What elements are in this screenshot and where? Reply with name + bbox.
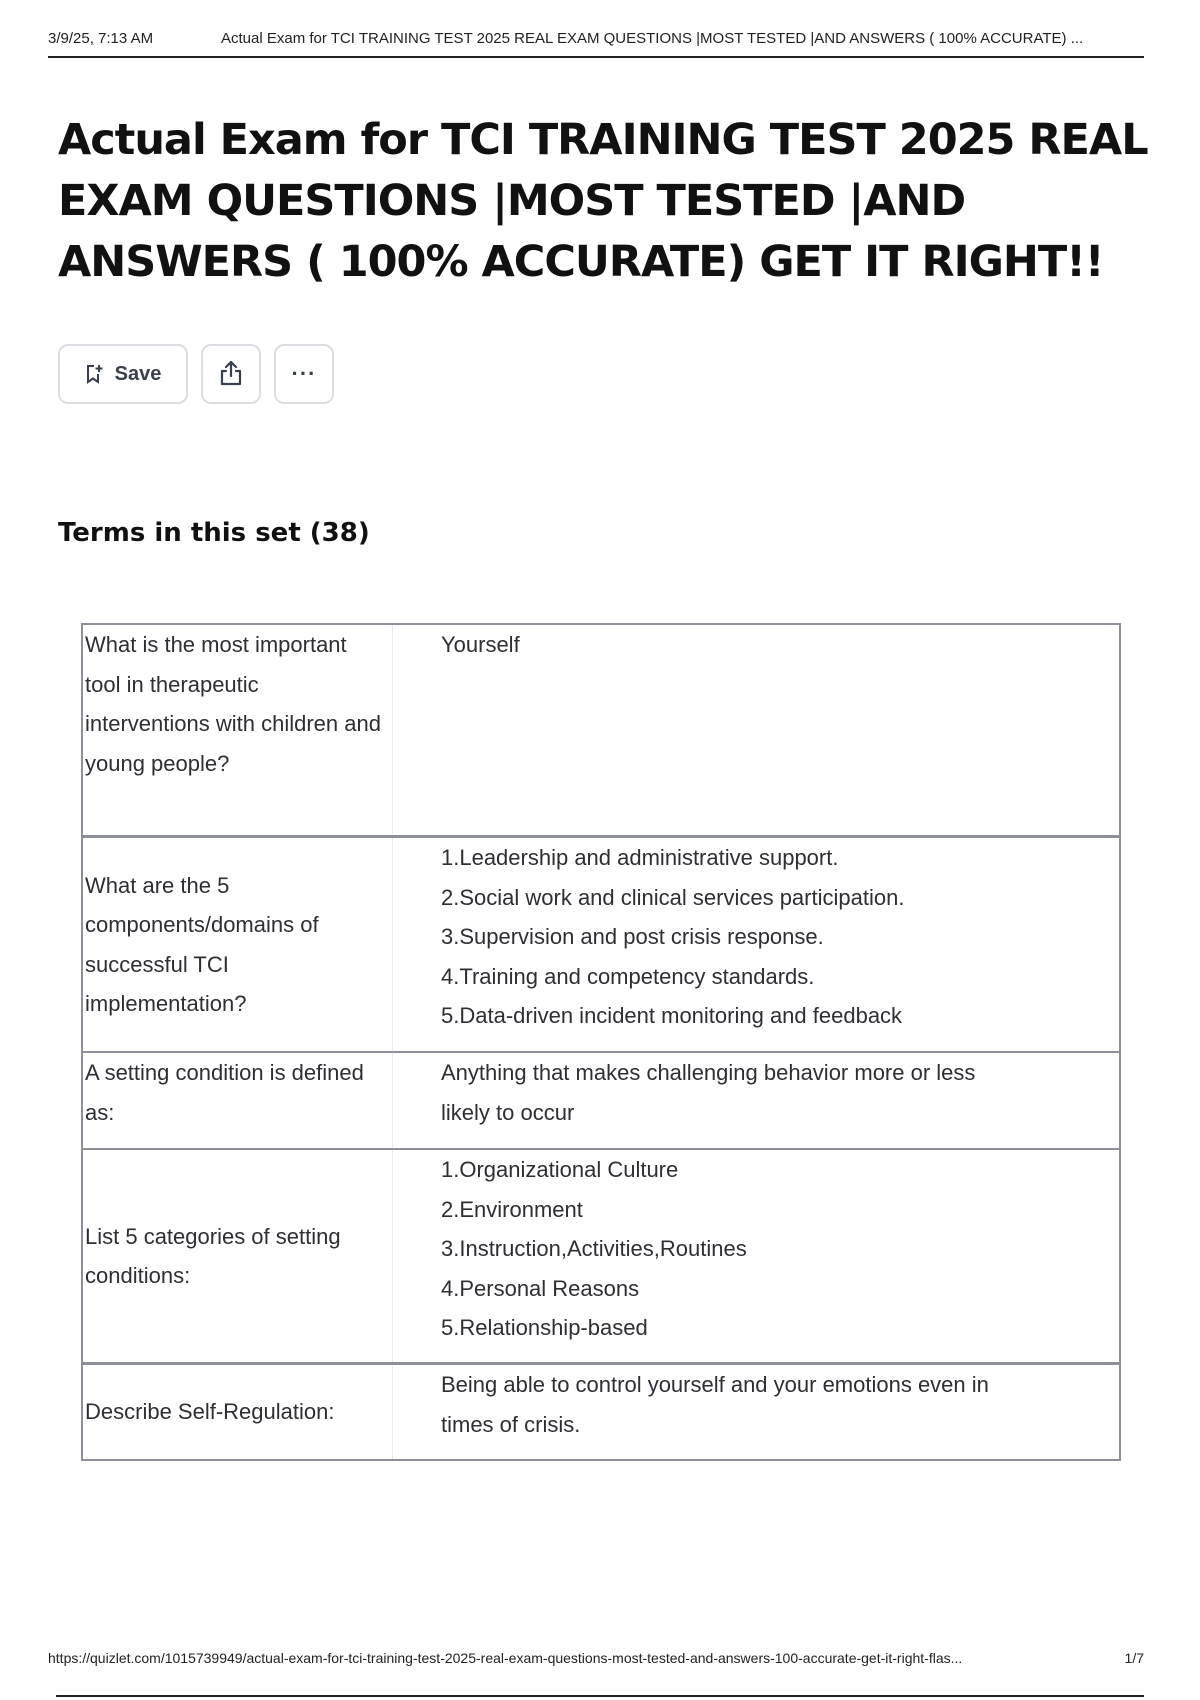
definition [393, 625, 1119, 835]
footer-divider [56, 1695, 1144, 1697]
share-icon [218, 359, 244, 390]
save-button[interactable] [58, 344, 188, 404]
term-row [83, 625, 1119, 838]
definition-line: 5.Data-driven incident monitoring and feedback [441, 1003, 903, 1028]
term-text: Describe Self-Regulation: [83, 1365, 393, 1459]
term-text: What are the 5 components/domains of successful TCI implementation? [83, 838, 393, 1051]
definition-line: 5.Relationship-based [441, 1315, 648, 1340]
term-row [83, 838, 1119, 1053]
definition-line: 2.Social work and clinical services participation. [441, 884, 905, 910]
definition [393, 1365, 1119, 1459]
definition-line: 4.Personal Reasons [441, 1275, 640, 1301]
definition-line: 1.Organizational Culture [441, 1157, 679, 1182]
definition-line: 1.Leadership and administrative support. [441, 845, 839, 870]
terms-table [81, 623, 1121, 1461]
page-number: 1/7 [1124, 1650, 1144, 1666]
term-text: A setting condition is defined as: [83, 1053, 393, 1148]
page-title: Actual Exam for TCI TRAINING TEST 2025 REAL EXAM QUESTIONS |MOST TESTED |AND ANSWERS ( 100% ACCURATE) GET IT RIGHT!! [58, 115, 1148, 287]
share-button[interactable] [201, 344, 261, 404]
term-row [83, 1053, 1119, 1150]
definition-line: Anything that makes challenging behavior more or less likely to occur [441, 1060, 976, 1125]
definition-line: 3.Instruction,Activities,Routines [441, 1236, 747, 1261]
more-options-button[interactable] [274, 344, 334, 404]
more-icon: ··· [291, 361, 317, 386]
definition-line: 2.Environment [441, 1196, 583, 1222]
print-datetime: 3/9/25, 7:13 AM [48, 30, 154, 47]
print-header [48, 28, 1144, 58]
definition-line: 3.Supervision and post crisis response. [441, 924, 824, 949]
definition [393, 1150, 1119, 1362]
definition-line: Being able to control yourself and your emotions even in times of crisis. [441, 1372, 989, 1437]
definition [393, 838, 1119, 1051]
page-url: https://quizlet.com/1015739949/actual-exam-for-tci-training-test-2025-real-exam-questions-most-tested-and-answers-100-accurate-get-it-right-flas... [48, 1650, 963, 1666]
terms-heading: Terms in this set (38) [58, 518, 370, 548]
definition-line: 4.Training and competency standards. [441, 963, 815, 989]
print-document-title: Actual Exam for TCI TRAINING TEST 2025 REAL EXAM QUESTIONS |MOST TESTED |AND ANSWERS ( 100% ACCURATE) ... [221, 30, 1084, 47]
term-row [83, 1365, 1119, 1461]
definition [393, 1053, 1119, 1148]
save-label: Save [114, 362, 162, 385]
term-row [83, 1150, 1119, 1365]
definition-line: Yourself [441, 632, 520, 657]
bookmark-add-icon [85, 364, 103, 384]
term-text: What is the most important tool in therapeutic interventions with children and young people? [83, 625, 393, 835]
term-text: List 5 categories of setting conditions: [83, 1150, 393, 1362]
